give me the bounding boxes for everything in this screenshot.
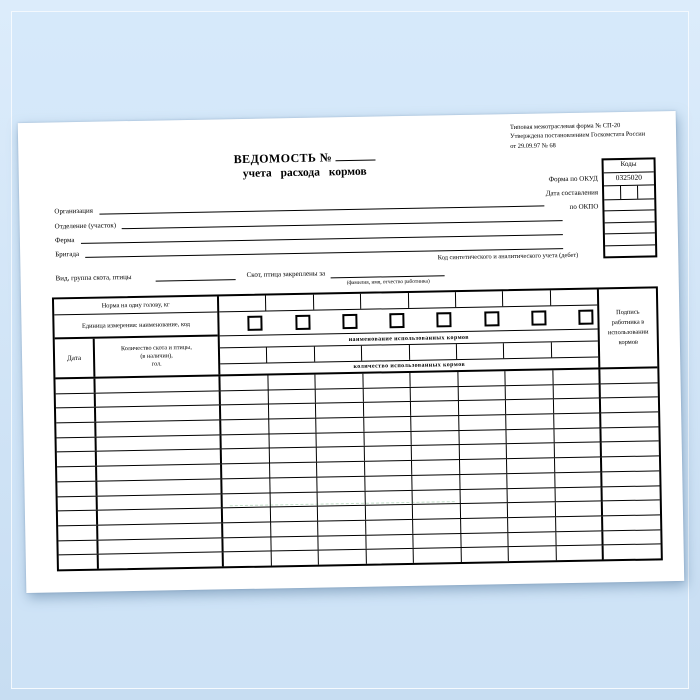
feed-unit-cell (550, 305, 598, 329)
feed-cell (458, 386, 506, 401)
empty-code-cell (605, 245, 655, 256)
field-organization (54, 197, 544, 215)
group-blank-line (156, 271, 236, 281)
feed-code-box (295, 315, 310, 330)
signature-cell (603, 530, 660, 545)
feed-name-cell (315, 346, 363, 362)
feed-cell (460, 489, 508, 504)
qty-cell (97, 479, 222, 495)
feed-cell (509, 547, 557, 562)
feed-cell (411, 431, 459, 446)
feed-cell (366, 520, 414, 535)
feed-norm-cell (361, 293, 409, 309)
feed-cell (318, 535, 366, 550)
feed-cell (222, 449, 270, 464)
feed-cell (412, 445, 460, 460)
feed-cell (554, 443, 602, 458)
feed-unit-cell (361, 309, 409, 333)
feed-cell (459, 445, 507, 460)
feed-name-cell (409, 344, 457, 360)
date-cell (58, 511, 98, 525)
title-text: ВЕДОМОСТЬ № (233, 150, 333, 167)
feed-cell (268, 404, 316, 419)
date-cell (57, 467, 97, 481)
feed-cell (461, 533, 509, 548)
feed-cell (459, 415, 507, 430)
feed-cell (363, 388, 411, 403)
feed-cell (460, 459, 508, 474)
codes-box (601, 157, 657, 258)
header-left-block (54, 296, 220, 377)
feed-cell (459, 430, 507, 445)
feed-qty-band: количество использованных кормов (353, 361, 466, 370)
signature-cell (602, 442, 659, 457)
feed-norm-cell (408, 292, 456, 308)
feed-cell (507, 444, 555, 459)
date-cell (56, 393, 96, 407)
feed-cell (220, 376, 268, 391)
feed-cell (506, 385, 554, 400)
feed-unit-cell (503, 306, 551, 330)
feed-cell (315, 374, 363, 389)
feed-cell (222, 464, 270, 479)
qty-cell (96, 406, 221, 422)
codes-header: Коды (604, 159, 654, 173)
feed-cell (270, 477, 318, 492)
feed-cell (458, 371, 506, 386)
qty-cell (97, 435, 222, 451)
feed-cell (319, 550, 367, 565)
feed-cell (460, 474, 508, 489)
feed-cell (413, 519, 461, 534)
feed-code-box (389, 313, 404, 328)
feed-code-box (437, 312, 452, 327)
feed-cell (364, 417, 412, 432)
date-code-cells (604, 185, 654, 200)
form-type-note (510, 120, 674, 151)
feed-cell (222, 478, 270, 493)
feed-cell (508, 502, 556, 517)
feed-cell (554, 428, 602, 443)
qty-cell (99, 553, 224, 569)
feed-cell (366, 534, 414, 549)
feed-cell (410, 372, 458, 387)
feed-norm-cell (503, 290, 551, 306)
date-qty-header-row (55, 336, 219, 377)
date-cell (58, 540, 98, 554)
group-label: Вид, группа скота, птицы (55, 273, 132, 283)
feed-norm-cell (456, 291, 504, 307)
qty-cell (98, 494, 223, 510)
table-body (55, 368, 660, 569)
feed-name-cell (220, 348, 268, 364)
feed-cell (411, 401, 459, 416)
organization-blank-line (99, 197, 544, 214)
feed-cell (553, 369, 601, 384)
assigned-hint: (фамилия, имя, отчество работника) (346, 278, 430, 287)
feed-cell (554, 458, 602, 473)
feed-cell (270, 463, 318, 478)
feed-cell (269, 419, 317, 434)
organization-label: Организация (54, 206, 94, 216)
feed-cell (506, 414, 554, 429)
feed-cell (316, 418, 364, 433)
feed-cell (554, 413, 602, 428)
feed-cell (507, 473, 555, 488)
feed-cell (271, 551, 319, 566)
date-cell (57, 437, 97, 451)
feed-cell (268, 389, 316, 404)
feed-cell (316, 433, 364, 448)
date-cell (55, 379, 95, 393)
title-line2: учета расхода кормов (242, 165, 367, 180)
qty-cell (97, 450, 222, 466)
feed-code-box (484, 311, 499, 326)
signature-cell (601, 398, 658, 413)
brigade-label: Бригада (55, 249, 80, 259)
feed-norm-cell (551, 289, 598, 305)
feed-cell (316, 388, 364, 403)
feed-unit-cell (314, 310, 362, 334)
feed-cell (269, 433, 317, 448)
unit-header: Единица измерения: наименование, код (54, 312, 217, 339)
form-approval-line: Утверждена постановлением Госкомстата России (510, 130, 646, 141)
empty-code-cell (605, 234, 655, 246)
feed-cell (364, 432, 412, 447)
feed-cell (556, 516, 604, 531)
feed-norm-cell (219, 296, 267, 312)
feed-cell (316, 403, 364, 418)
feed-cell (555, 502, 603, 517)
feed-cell (461, 547, 509, 562)
date-code-cell (621, 186, 638, 199)
number-blank-line (335, 152, 375, 162)
okud-label: Форма по ОКУД (548, 174, 598, 184)
feed-cell (365, 461, 413, 476)
feed-unit-cell (455, 307, 503, 331)
feed-cell (412, 460, 460, 475)
feed-cell (317, 447, 365, 462)
feed-cell (365, 505, 413, 520)
table-header (54, 288, 657, 379)
feed-cell (223, 537, 271, 552)
signature-cell (603, 501, 660, 516)
document-page (18, 111, 685, 593)
feed-code-box (342, 314, 357, 329)
feed-cell (221, 390, 269, 405)
feed-name-cell (551, 341, 598, 357)
farm-label: Ферма (54, 236, 75, 245)
date-cell (56, 408, 96, 422)
signature-cell (603, 486, 660, 501)
feed-cell (411, 416, 459, 431)
signature-cell (603, 515, 660, 530)
feed-code-box (531, 310, 546, 325)
feed-cell (318, 506, 366, 521)
feed-cell (223, 508, 271, 523)
feed-cell (556, 531, 604, 546)
date-cell (58, 526, 98, 540)
qty-column-header: Количество скота и птицы, (в наличии), гол. (120, 343, 192, 368)
feed-cell (556, 546, 604, 561)
feed-cell (412, 475, 460, 490)
empty-code-cell (604, 211, 654, 223)
form-date-line: от 29.09.97 № 68 (510, 141, 556, 150)
feed-cell (222, 434, 270, 449)
feed-cell (268, 375, 316, 390)
feed-cell (555, 487, 603, 502)
feed-cell (363, 373, 411, 388)
qty-cell (98, 509, 223, 525)
feed-cell (411, 387, 459, 402)
feed-cell (221, 405, 269, 420)
date-cell (58, 496, 98, 510)
signature-cell (600, 368, 657, 383)
feed-cell (224, 552, 272, 567)
feed-name-cell (504, 342, 552, 358)
feed-cell (506, 400, 554, 415)
feed-cell (318, 521, 366, 536)
feed-name-cell (267, 347, 315, 363)
feed-cell (458, 401, 506, 416)
feed-cell (506, 429, 554, 444)
feed-cell (270, 507, 318, 522)
feed-cell (507, 458, 555, 473)
signature-column-header: Подпись работника в использовании кормов (607, 308, 649, 347)
feed-unit-cell (408, 308, 456, 332)
form-type-line: Типовая межотраслевая форма № СП-20 (509, 122, 621, 132)
feed-unit-cell (219, 312, 267, 336)
feed-name-cell (362, 345, 410, 361)
feed-table (52, 286, 663, 571)
qty-cell (98, 538, 223, 554)
header-feed-block (219, 289, 600, 374)
date-label: Дата составления (545, 188, 599, 198)
signature-cell (601, 427, 658, 442)
feed-cell (221, 420, 269, 435)
date-column-header: Дата (55, 339, 96, 378)
qty-cell (96, 420, 221, 436)
norm-header: Норма на одну голову, кг (54, 296, 217, 315)
feed-cell (414, 548, 462, 563)
date-cell (57, 452, 97, 466)
feed-code-box (248, 316, 263, 331)
feed-cell (365, 476, 413, 491)
feed-cell (363, 402, 411, 417)
feed-cell (317, 462, 365, 477)
date-cell (56, 423, 96, 437)
feed-norm-cell (314, 294, 362, 310)
signature-cell (602, 471, 659, 486)
feed-cell (269, 448, 317, 463)
feed-cell (505, 370, 553, 385)
feed-code-box (578, 310, 593, 325)
empty-code-cell (605, 222, 655, 234)
debit-code-label: Код синтетического и аналитического учета (дебет) (437, 251, 579, 262)
assigned-blank-line (330, 267, 444, 278)
okud-code-value: 0325020 (604, 172, 654, 186)
feed-cell (555, 472, 603, 487)
qty-cell (97, 465, 222, 481)
signature-cell (601, 383, 658, 398)
signature-cell (604, 545, 661, 560)
okpo-label: по ОКПО (569, 202, 599, 211)
date-cell (57, 481, 97, 495)
feed-cell (366, 549, 414, 564)
feed-cell (413, 504, 461, 519)
feed-norm-cell (266, 295, 314, 311)
feed-cell (460, 503, 508, 518)
feed-unit-cell (266, 311, 314, 335)
department-label: Отделение (участок) (54, 221, 117, 231)
feed-cell (508, 532, 556, 547)
feed-cell (508, 517, 556, 532)
signature-cell (601, 412, 658, 427)
feed-cell (317, 477, 365, 492)
feed-cell (413, 534, 461, 549)
signature-cell (602, 456, 659, 471)
date-cell (59, 555, 99, 569)
date-code-cell (604, 186, 621, 199)
feed-cell (553, 384, 601, 399)
qty-cell (95, 376, 220, 392)
feed-cell (553, 399, 601, 414)
feed-name-cell (457, 343, 505, 359)
empty-code-cell (604, 199, 654, 211)
qty-cell (96, 391, 221, 407)
feed-cell (271, 522, 319, 537)
feed-name-band: наименование использованных кормов (220, 329, 598, 348)
feed-cell (508, 488, 556, 503)
feed-cell (223, 522, 271, 537)
document-title (188, 149, 420, 181)
feed-cell (271, 536, 319, 551)
assigned-label: Скот, птица закреплены за (246, 269, 326, 279)
qty-cell (98, 523, 223, 539)
date-code-cell (638, 185, 654, 198)
feed-cell (364, 446, 412, 461)
feed-cell (461, 518, 509, 533)
